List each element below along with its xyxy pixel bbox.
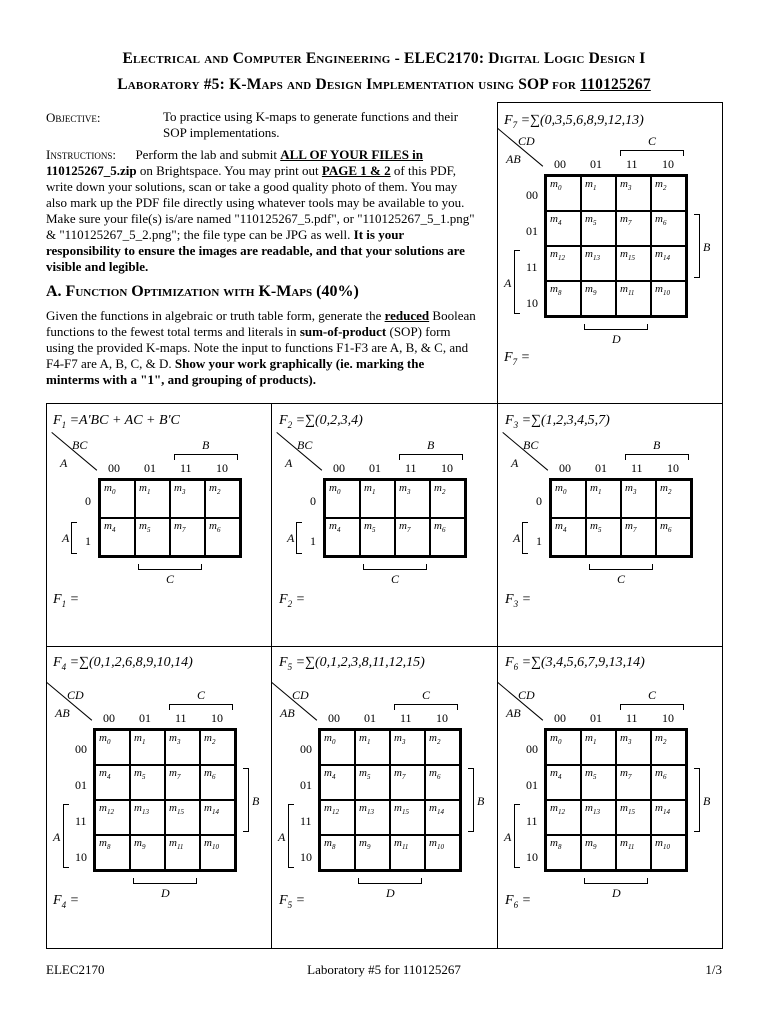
kmap-row-header: 1 (310, 534, 316, 548)
kmap-col-header: 00 (333, 461, 345, 475)
kmap-col-header: 00 (103, 711, 115, 725)
kmap-left-var: A (513, 531, 521, 545)
kmap-cell[interactable]: $m_4$ (100, 518, 135, 556)
kmap-cell[interactable]: $m_7$ (395, 518, 430, 556)
kmap-cell[interactable]: $m_0$ (100, 480, 135, 518)
section-reduced: reduced (384, 308, 430, 323)
kmap-corner-left-label: AB (506, 152, 521, 166)
kmap-cell[interactable]: $m_6$ (425, 765, 460, 800)
kmap-cell[interactable]: $m_6$ (656, 518, 691, 556)
kmap-col-header: 00 (328, 711, 340, 725)
kmap-cell[interactable]: $m_2$ (651, 176, 686, 211)
kmap-cell[interactable]: $m_0$ (95, 730, 130, 765)
kmap-cell[interactable]: $m_{10}$ (425, 835, 460, 870)
kmap-bottom-bracket (363, 564, 427, 570)
section-text-1: Given the functions in algebraic or truth table form, generate the (46, 308, 385, 323)
kmap-cell[interactable]: $m_3$ (616, 730, 651, 765)
kmap-cell[interactable]: $m_1$ (586, 480, 621, 518)
kmap-top-bracket (399, 454, 463, 460)
kmap-left-var: A (504, 830, 512, 844)
kmap-cell[interactable]: $m_{13}$ (581, 800, 616, 835)
f3-answer[interactable]: $F_3$ = (505, 592, 532, 609)
kmap-left-var: A (504, 276, 512, 290)
kmap-top-var: B (202, 438, 210, 452)
kmap-corner-top-label: CD (518, 134, 535, 148)
instructions-pages: PAGE 1 & 2 (321, 163, 391, 178)
kmap-bottom-bracket (358, 878, 422, 884)
kmap-cell[interactable]: $m_1$ (581, 176, 616, 211)
doc-title-line1: Electrical and Computer Engineering - ELEC2170: Digital Logic Design I (122, 50, 646, 67)
kmap-row-header: 00 (526, 188, 538, 202)
kmap-row-header: 11 (75, 814, 87, 828)
f6-answer[interactable]: $F_6$ = (505, 893, 532, 910)
kmap-right-var: B (252, 794, 260, 808)
kmap-top-var: B (653, 438, 661, 452)
instructions-text-2: on Brightspace. You may print out (136, 163, 322, 178)
kmap-row-header: 0 (536, 494, 542, 508)
kmap-cell[interactable]: $m_3$ (170, 480, 205, 518)
kmap-corner-top-label: CD (292, 688, 309, 702)
f1-answer[interactable]: $F_1$ = (53, 592, 80, 609)
kmap-top-var: C (648, 134, 657, 148)
f6-title: $F_6 =\sum(3,4,5,6,7,9,13,14)$ (505, 655, 645, 672)
f7-title: $F_7 =\sum(0,3,5,6,8,9,12,13)$ (504, 113, 644, 130)
kmap-top-bracket (394, 704, 458, 710)
kmap-cell[interactable]: $m_5$ (135, 518, 170, 556)
kmap-row-header: 01 (75, 778, 87, 792)
kmap-bottom-bracket (589, 564, 653, 570)
kmap-bottom-bracket (138, 564, 202, 570)
kmap-cell[interactable]: $m_{10}$ (651, 281, 686, 316)
kmap-left-bracket (522, 522, 528, 554)
kmap-cell[interactable]: $m_3$ (621, 480, 656, 518)
kmap-cell[interactable]: $m_6$ (205, 518, 240, 556)
kmap-col-header: 01 (144, 461, 156, 475)
instructions-text-1: Perform the lab and submit (135, 147, 281, 162)
doc-title-prefix: Laboratory #5: K-Maps and Design Implementation using SOP for (117, 76, 581, 93)
kmap-row-header: 11 (526, 814, 538, 828)
kmap-left-var: A (278, 830, 286, 844)
kmap-corner-left-label: AB (55, 706, 70, 720)
kmap-cell[interactable]: $m_{11}$ (165, 835, 200, 870)
kmap-cell[interactable]: $m_3$ (390, 730, 425, 765)
kmap-top-var: C (197, 688, 206, 702)
kmap-cell[interactable]: $m_{10}$ (200, 835, 235, 870)
kmap-corner-left-label: AB (506, 706, 521, 720)
kmap-corner-left-label: AB (280, 706, 295, 720)
kmap-cell[interactable]: $m_4$ (95, 765, 130, 800)
kmap-left-var: A (62, 531, 70, 545)
f4-title: $F_4 =\sum(0,1,2,6,8,9,10,14)$ (53, 655, 193, 672)
kmap-top-bracket (169, 704, 233, 710)
kmap-top-var: C (648, 688, 657, 702)
kmap-cell[interactable]: $m_{15}$ (616, 800, 651, 835)
kmap-row-header: 10 (526, 850, 538, 864)
instructions-label: Instructions: (46, 147, 116, 162)
kmap-grid (93, 728, 237, 872)
kmap-cell[interactable]: $m_{13}$ (130, 800, 165, 835)
section-a-title: A. Function Optimization with K-Maps (40%) (46, 283, 359, 300)
kmap-col-header: 01 (369, 461, 381, 475)
kmap-cell[interactable]: $m_0$ (546, 730, 581, 765)
kmap-row-header: 00 (75, 742, 87, 756)
instructions-zip-name: 110125267_5.zip (46, 163, 137, 178)
student-id: 110125267 (580, 76, 651, 93)
kmap-cell[interactable]: $m_5$ (581, 765, 616, 800)
kmap-cell[interactable]: $m_{14}$ (651, 800, 686, 835)
kmap-cell[interactable]: $m_{10}$ (651, 835, 686, 870)
kmap-bottom-var: C (166, 572, 175, 586)
kmap-cell[interactable]: $m_3$ (165, 730, 200, 765)
kmap-col-header: 11 (175, 711, 187, 725)
footer-course: ELEC2170 (46, 962, 105, 977)
kmap-cell[interactable]: $m_0$ (320, 730, 355, 765)
kmap-bottom-var: D (612, 332, 621, 346)
kmap-col-header: 10 (662, 157, 674, 171)
kmap-right-bracket (243, 768, 249, 832)
kmap-cell[interactable]: $m_7$ (165, 765, 200, 800)
kmap-corner-left-label: A (285, 456, 293, 470)
kmap-cell[interactable]: $m_6$ (200, 765, 235, 800)
kmap-col-header: 10 (436, 711, 448, 725)
kmap-col-header: 00 (554, 157, 566, 171)
kmap-cell[interactable]: $m_5$ (360, 518, 395, 556)
kmap-cell[interactable]: $m_{15}$ (616, 246, 651, 281)
kmap-col-header: 11 (626, 157, 638, 171)
kmap-cell[interactable]: $m_0$ (546, 176, 581, 211)
kmap-row-header: 10 (526, 296, 538, 310)
kmap-cell[interactable]: $m_4$ (546, 211, 581, 246)
doc-title-line2 (0, 76, 768, 94)
kmap-col-header: 00 (108, 461, 120, 475)
kmap-cell[interactable]: $m_5$ (586, 518, 621, 556)
kmap-cell[interactable]: $m_{11}$ (616, 835, 651, 870)
kmap-cell[interactable]: $m_9$ (581, 835, 616, 870)
kmap-right-bracket (694, 768, 700, 832)
kmap-cell[interactable]: $m_7$ (616, 211, 651, 246)
kmap-top-bracket (625, 454, 689, 460)
kmap-row-header: 11 (300, 814, 312, 828)
kmap-cell[interactable]: $m_{12}$ (95, 800, 130, 835)
kmap-bottom-var: D (612, 886, 621, 900)
kmap-row-header: 10 (300, 850, 312, 864)
kmap-row-header: 11 (526, 260, 538, 274)
kmap-col-header: 00 (554, 711, 566, 725)
f7-answer[interactable]: $F_7$ = (504, 350, 531, 367)
kmap-cell[interactable]: $m_5$ (130, 765, 165, 800)
kmap-row-header: 10 (75, 850, 87, 864)
f4-answer[interactable]: $F_4$ = (53, 893, 80, 910)
kmap-cell[interactable]: $m_3$ (616, 176, 651, 211)
kmap-cell[interactable]: $m_0$ (325, 480, 360, 518)
f2-title: $F_2 =\sum(0,2,3,4)$ (279, 413, 363, 430)
kmap-col-header: 11 (626, 711, 638, 725)
kmap-cell[interactable]: $m_1$ (135, 480, 170, 518)
kmap-left-var: A (53, 830, 61, 844)
kmap-col-header: 10 (441, 461, 453, 475)
kmap-cell[interactable]: $m_0$ (551, 480, 586, 518)
kmap-corner-top-label: BC (523, 438, 539, 452)
kmap-cell[interactable]: $m_1$ (360, 480, 395, 518)
kmap-cell[interactable]: $m_4$ (551, 518, 586, 556)
kmap-cell[interactable]: $m_2$ (651, 730, 686, 765)
footer-page: 1/3 (705, 962, 722, 977)
kmap-cell[interactable]: $m_8$ (320, 835, 355, 870)
kmap-left-bracket (63, 804, 69, 868)
kmap-cell[interactable]: $m_1$ (581, 730, 616, 765)
kmap-row-header: 1 (85, 534, 91, 548)
kmap-col-header: 10 (667, 461, 679, 475)
kmap-cell[interactable]: $m_{12}$ (320, 800, 355, 835)
kmap-row-header: 01 (300, 778, 312, 792)
kmap-col-header: 01 (364, 711, 376, 725)
kmap-cell[interactable]: $m_8$ (546, 835, 581, 870)
kmap-top-var: B (427, 438, 435, 452)
kmap-top-bracket (620, 704, 684, 710)
objective-text: To practice using K-maps to generate functions and their SOP implementations. (163, 109, 459, 140)
kmap-col-header: 00 (559, 461, 571, 475)
kmap-left-bracket (288, 804, 294, 868)
kmap-cell[interactable]: $m_5$ (581, 211, 616, 246)
kmap-bottom-bracket (133, 878, 197, 884)
kmap-grid (98, 478, 242, 558)
kmap-cell[interactable]: $m_1$ (355, 730, 390, 765)
kmap-grid (549, 478, 693, 558)
section-show-work: Show your work graphically (ie. marking the minterms with a "1", and grouping of products). (46, 356, 425, 387)
kmap-left-bracket (514, 804, 520, 868)
instructions-paragraph (46, 147, 478, 275)
kmap-cell[interactable]: $m_{11}$ (390, 835, 425, 870)
kmap-right-var: B (703, 794, 711, 808)
kmap-cell[interactable]: $m_{14}$ (200, 800, 235, 835)
kmap-cell[interactable]: $m_8$ (95, 835, 130, 870)
kmap-bottom-bracket (584, 878, 648, 884)
instructions-all-files: ALL OF YOUR FILES in (280, 147, 424, 162)
kmap-top-bracket (620, 150, 684, 156)
kmap-cell[interactable]: $m_{13}$ (355, 800, 390, 835)
kmap-cell[interactable]: $m_2$ (205, 480, 240, 518)
objective-label: Objective: (46, 110, 101, 125)
kmap-col-header: 01 (139, 711, 151, 725)
instructions-responsibility: It is your responsibility to ensure the images are readable, and that your solutions are visible and legible. (46, 227, 465, 274)
kmap-cell[interactable]: $m_9$ (355, 835, 390, 870)
f5-answer[interactable]: $F_5$ = (279, 893, 306, 910)
kmap-row-header: 00 (300, 742, 312, 756)
kmap-grid (318, 728, 462, 872)
kmap-grid (544, 174, 688, 318)
kmap-bottom-var: C (391, 572, 400, 586)
kmap-cell[interactable]: $m_{14}$ (425, 800, 460, 835)
kmap-cell[interactable]: $m_{12}$ (546, 246, 581, 281)
kmap-cell[interactable]: $m_7$ (616, 765, 651, 800)
section-sop: sum-of-product (299, 324, 387, 339)
kmap-cell[interactable]: $m_4$ (325, 518, 360, 556)
kmap-cell[interactable]: $m_{11}$ (616, 281, 651, 316)
section-text-2: Boolean functions to the fewest total terms and literals in (46, 308, 476, 339)
f5-title: $F_5 =\sum(0,1,2,3,8,11,12,15)$ (279, 655, 425, 672)
kmap-col-header: 01 (590, 157, 602, 171)
kmap-bottom-var: C (617, 572, 626, 586)
kmap-col-header: 11 (400, 711, 412, 725)
footer-lab: Laboratory #5 for 110125267 (307, 962, 461, 977)
kmap-right-bracket (468, 768, 474, 832)
kmap-top-bracket (174, 454, 238, 460)
kmap-col-header: 10 (211, 711, 223, 725)
kmap-cell[interactable]: $m_2$ (430, 480, 465, 518)
kmap-left-bracket (71, 522, 77, 554)
kmap-col-header: 11 (631, 461, 643, 475)
kmap-row-header: 0 (85, 494, 91, 508)
kmap-corner-top-label: CD (518, 688, 535, 702)
f1-title: $F_1 =A'BC$ + AC + B'C (53, 413, 180, 430)
kmap-col-header: 11 (405, 461, 417, 475)
kmap-corner-top-label: CD (67, 688, 84, 702)
kmap-left-var: A (287, 531, 295, 545)
kmap-grid (323, 478, 467, 558)
kmap-right-bracket (694, 214, 700, 278)
kmap-cell[interactable]: $m_5$ (355, 765, 390, 800)
kmap-bottom-bracket (584, 324, 648, 330)
f2-answer[interactable]: $F_2$ = (279, 592, 306, 609)
kmap-col-header: 01 (590, 711, 602, 725)
kmap-row-header: 01 (526, 224, 538, 238)
kmap-row-header: 0 (310, 494, 316, 508)
kmap-row-header: 00 (526, 742, 538, 756)
kmap-cell[interactable]: $m_8$ (546, 281, 581, 316)
kmap-cell[interactable]: $m_6$ (430, 518, 465, 556)
kmap-cell[interactable]: $m_{13}$ (581, 246, 616, 281)
kmap-left-bracket (514, 250, 520, 314)
kmap-cell[interactable]: $m_{12}$ (546, 800, 581, 835)
kmap-top-var: C (422, 688, 431, 702)
kmap-bottom-var: D (386, 886, 395, 900)
kmap-col-header: 10 (662, 711, 674, 725)
kmap-col-header: 10 (216, 461, 228, 475)
kmap-cell[interactable]: $m_2$ (425, 730, 460, 765)
kmap-cell[interactable]: $m_1$ (130, 730, 165, 765)
kmap-cell[interactable]: $m_{14}$ (651, 246, 686, 281)
kmap-col-header: 01 (595, 461, 607, 475)
kmap-right-var: B (477, 794, 485, 808)
kmap-bottom-var: D (161, 886, 170, 900)
kmap-cell[interactable]: $m_4$ (546, 765, 581, 800)
section-a-paragraph (46, 308, 478, 388)
kmap-corner-top-label: BC (72, 438, 88, 452)
kmap-row-header: 1 (536, 534, 542, 548)
kmap-cell[interactable]: $m_9$ (581, 281, 616, 316)
kmap-row-header: 01 (526, 778, 538, 792)
kmap-cell[interactable]: $m_7$ (621, 518, 656, 556)
kmap-cell[interactable]: $m_7$ (390, 765, 425, 800)
kmap-cell[interactable]: $m_6$ (651, 211, 686, 246)
kmap-cell[interactable]: $m_2$ (200, 730, 235, 765)
kmap-cell[interactable]: $m_{15}$ (390, 800, 425, 835)
instructions-text-3: of this PDF, write down your solutions, scan or take a good quality photo of them. You may also mark up the PDF file directly using whatever tools may be available to you. Make sure your file(s) is/are named "110125267_5.pdf", or "110125267_5_1.png" & "110125267_5_2.png"; the file type can be JPG as well. (46, 163, 475, 242)
kmap-right-var: B (703, 240, 711, 254)
kmap-cell[interactable]: $m_{15}$ (165, 800, 200, 835)
kmap-cell[interactable]: $m_4$ (320, 765, 355, 800)
kmap-left-bracket (296, 522, 302, 554)
f3-title: $F_3 =\sum(1,2,3,4,5,7)$ (505, 413, 610, 430)
kmap-cell[interactable]: $m_9$ (130, 835, 165, 870)
kmap-grid (544, 728, 688, 872)
section-text-3: (SOP) form using the provided K-maps. Note the input to functions F1-F3 are A, B, & C, and F4-F7 are A, B, C, & D. (46, 324, 469, 371)
kmap-cell[interactable]: $m_3$ (395, 480, 430, 518)
kmap-cell[interactable]: $m_2$ (656, 480, 691, 518)
kmap-cell[interactable]: $m_6$ (651, 765, 686, 800)
kmap-corner-left-label: A (511, 456, 519, 470)
kmap-cell[interactable]: $m_7$ (170, 518, 205, 556)
kmap-corner-top-label: BC (297, 438, 313, 452)
kmap-corner-left-label: A (60, 456, 68, 470)
kmap-col-header: 11 (180, 461, 192, 475)
